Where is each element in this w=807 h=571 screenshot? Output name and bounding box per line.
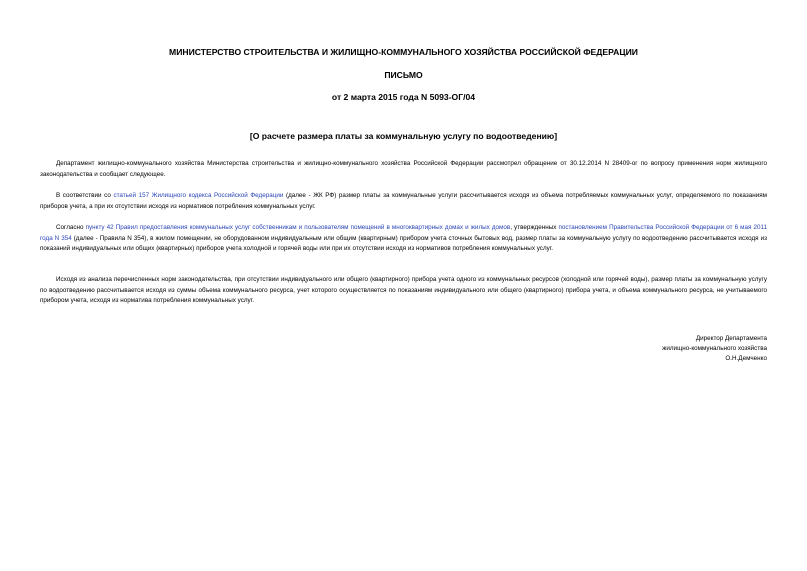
link-article-157[interactable]: статьей 157 Жилищного кодекса Российской Федерации bbox=[113, 192, 284, 199]
paragraph-2 bbox=[40, 191, 767, 212]
document-date-number: от 2 марта 2015 года N 5093-ОГ/04 bbox=[331, 92, 476, 102]
link-government-decree-354[interactable]: постановлением Правительства Российской Федерации от 6 мая 2011 года N 354 bbox=[40, 224, 767, 242]
signature-position: Директор Департамента bbox=[695, 335, 767, 342]
signature-department: жилищно-коммунального хозяйства bbox=[662, 345, 767, 352]
paragraph-2-text-before: В соответствии со bbox=[56, 192, 114, 199]
link-rules-point-42[interactable]: пункту 42 Правил предоставления коммунальных услуг собственникам и пользователям помещений в многоквартирных домах и жилых домов bbox=[85, 224, 511, 231]
paragraph-3-text-after: (далее - Правила N 354), в жилом помещении, не оборудованном индивидуальным или общим (квартирным) прибором учета сточных бытовых вод, размер платы за коммунальную услугу по водоотведению рассчитывается исходя из показаний индивидуальных или общих (квартирных) приборов учета холодной и горячей воды или при их отсутствии исходя из нормативов потребления коммунальных услуг. bbox=[40, 234, 767, 252]
paragraph-2-text-after: (далее - ЖК РФ) размер платы за коммунальные услуги рассчитывается исходя из объема потребляемых коммунальных услуг, определяемого по показаниям приборов учета, а при их отсутствии исходя из нормативов потребления коммунальных услуг. bbox=[40, 192, 767, 210]
paragraph-3-text-before: Согласно bbox=[56, 224, 86, 231]
paragraph-3-text-middle: , утвержденных bbox=[510, 224, 559, 231]
document-type: ПИСЬМО bbox=[384, 70, 423, 80]
signature-name: О.Н.Демченко bbox=[725, 355, 767, 362]
ministry-heading: МИНИСТЕРСТВО СТРОИТЕЛЬСТВА И ЖИЛИЩНО-КОММУНАЛЬНОГО ХОЗЯЙСТВА РОССИЙСКОЙ ФЕДЕРАЦИИ bbox=[169, 47, 638, 57]
document-subject: [О расчете размера платы за коммунальную услугу по водоотведению] bbox=[249, 131, 558, 141]
paragraph-3 bbox=[40, 223, 767, 255]
paragraph-1: Департамент жилищно-коммунального хозяйства Министерства строительства и жилищно-коммунального хозяйства Российской Федерации рассмотрел обращение от 30.12.2014 N 28409-ог по вопросу применения норм жилищного законодательства и сообщает следующее. bbox=[40, 160, 767, 178]
paragraph-4: Исходя из анализа перечисленных норм законодательства, при отсутствии индивидуального или общего (квартирного) прибора учета одного из коммунальных ресурсов (холодной или горячей воды), размер платы за коммунальную услугу по водоотведению рассчитывается исходя из суммы объема коммунального ресурса, учет которого осуществляется по показаниям индивидуального или общего (квартирного) прибора учета, и объема коммунального ресурса, не учитываемого прибором учета, исходя из норматива потребления коммунальных услуг. bbox=[40, 276, 767, 304]
